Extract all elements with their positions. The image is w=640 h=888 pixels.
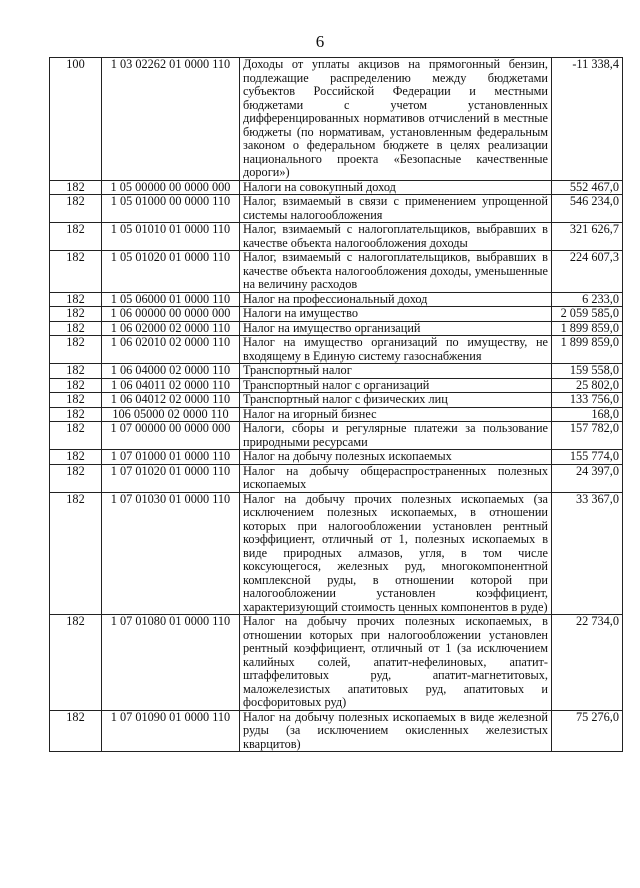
table-row (50, 422, 623, 450)
table-row (50, 407, 623, 422)
admin-code-cell: 182 (50, 336, 102, 364)
amount-cell: 2 059 585,0 (552, 307, 623, 322)
budget-code-cell: 1 07 00000 00 0000 000 (102, 422, 240, 450)
admin-code-cell: 182 (50, 195, 102, 223)
budget-code-cell: 1 06 00000 00 0000 000 (102, 307, 240, 322)
budget-code-cell: 1 05 01020 01 0000 110 (102, 251, 240, 293)
amount-cell: 168,0 (552, 407, 623, 422)
amount-cell: 6 233,0 (552, 292, 623, 307)
revenue-name-cell: Налог на добычу прочих полезных ископаемых (за исключением полезных ископаемых, в отношении которых при налогообложении установлен рентный коэффициент, отличный от 1, полезных ископаемых в виде природных алмазов, угля, в том числе коксующегося, железных руд, многокомпонентной комплексной руды, в отношении которой при налогообложении установлен коэффициент, характеризующий стоимость ценных компонентов в руде) (240, 492, 552, 615)
revenue-name-cell: Налог на добычу полезных ископаемых в виде железной руды (за исключением окисленных железистых кварцитов) (240, 710, 552, 752)
table-row (50, 223, 623, 251)
budget-code-cell: 1 06 04011 02 0000 110 (102, 378, 240, 393)
revenue-name-cell: Налог, взимаемый с налогоплательщиков, выбравших в качестве объекта налогообложения доходы, уменьшенные на величину расходов (240, 251, 552, 293)
amount-cell: 159 558,0 (552, 364, 623, 379)
revenue-name-cell: Транспортный налог с организаций (240, 378, 552, 393)
table-row (50, 195, 623, 223)
budget-code-cell: 1 05 01000 00 0000 110 (102, 195, 240, 223)
table-row (50, 292, 623, 307)
admin-code-cell: 182 (50, 422, 102, 450)
amount-cell: 75 276,0 (552, 710, 623, 752)
revenue-name-cell: Налог на имущество организаций по имуществу, не входящему в Единую систему газоснабжения (240, 336, 552, 364)
budget-code-cell: 1 06 02000 02 0000 110 (102, 321, 240, 336)
table-row (50, 336, 623, 364)
admin-code-cell: 182 (50, 378, 102, 393)
revenue-name-cell: Налог на добычу общераспространенных полезных ископаемых (240, 464, 552, 492)
admin-code-cell: 182 (50, 364, 102, 379)
admin-code-cell: 182 (50, 321, 102, 336)
budget-code-cell: 1 07 01020 01 0000 110 (102, 464, 240, 492)
budget-code-cell: 1 03 02262 01 0000 110 (102, 58, 240, 181)
amount-cell: 157 782,0 (552, 422, 623, 450)
amount-cell: 552 467,0 (552, 180, 623, 195)
table-row (50, 492, 623, 615)
amount-cell: -11 338,4 (552, 58, 623, 181)
revenue-name-cell: Налог на игорный бизнес (240, 407, 552, 422)
revenue-name-cell: Налог, взимаемый с налогоплательщиков, выбравших в качестве объекта налогообложения доходы (240, 223, 552, 251)
revenue-name-cell: Транспортный налог (240, 364, 552, 379)
budget-code-cell: 1 05 01010 01 0000 110 (102, 223, 240, 251)
amount-cell: 24 397,0 (552, 464, 623, 492)
amount-cell: 546 234,0 (552, 195, 623, 223)
table-row (50, 710, 623, 752)
budget-code-cell: 106 05000 02 0000 110 (102, 407, 240, 422)
amount-cell: 133 756,0 (552, 393, 623, 408)
table-row (50, 615, 623, 711)
table-row (50, 321, 623, 336)
table-row (50, 364, 623, 379)
admin-code-cell: 100 (50, 58, 102, 181)
revenue-name-cell: Налог, взимаемый в связи с применением упрощенной системы налогообложения (240, 195, 552, 223)
amount-cell: 155 774,0 (552, 450, 623, 465)
table-row (50, 251, 623, 293)
revenue-name-cell: Налоги на имущество (240, 307, 552, 322)
admin-code-cell: 182 (50, 450, 102, 465)
table-row (50, 450, 623, 465)
revenue-name-cell: Налог на профессиональный доход (240, 292, 552, 307)
amount-cell: 1 899 859,0 (552, 336, 623, 364)
admin-code-cell: 182 (50, 615, 102, 711)
budget-code-cell: 1 07 01030 01 0000 110 (102, 492, 240, 615)
budget-code-cell: 1 07 01090 01 0000 110 (102, 710, 240, 752)
revenue-name-cell: Налог на имущество организаций (240, 321, 552, 336)
table-row (50, 378, 623, 393)
table-row (50, 58, 623, 181)
admin-code-cell: 182 (50, 180, 102, 195)
amount-cell: 321 626,7 (552, 223, 623, 251)
revenue-name-cell: Налоги на совокупный доход (240, 180, 552, 195)
revenue-name-cell: Доходы от уплаты акцизов на прямогонный бензин, подлежащие распределению между бюджетами субъектов Российской Федерации и местными бюджетами с учетом установленных дифференцированных нормативов отчислений в местные бюджеты (по нормативам, установленным федеральным законом о федеральном бюджете в целях реализации национального проекта «Безопасные качественные дороги») (240, 58, 552, 181)
budget-code-cell: 1 06 04012 02 0000 110 (102, 393, 240, 408)
amount-cell: 33 367,0 (552, 492, 623, 615)
table-row (50, 393, 623, 408)
budget-code-cell: 1 07 01000 01 0000 110 (102, 450, 240, 465)
budget-code-cell: 1 05 00000 00 0000 000 (102, 180, 240, 195)
admin-code-cell: 182 (50, 393, 102, 408)
revenue-name-cell: Налоги, сборы и регулярные платежи за пользование природными ресурсами (240, 422, 552, 450)
admin-code-cell: 182 (50, 492, 102, 615)
admin-code-cell: 182 (50, 223, 102, 251)
revenue-name-cell: Налог на добычу прочих полезных ископаемых, в отношении которых при налогообложении установлен рентный коэффициент, отличный от 1 (за исключением калийных солей, апатит-нефелиновых, апатит-штаффелитовых руд, апатит-магнетитовых, маложелезистых апатитовых руд, апатитовых и фосфоритовых руд) (240, 615, 552, 711)
revenue-table (49, 57, 623, 752)
admin-code-cell: 182 (50, 464, 102, 492)
table-row (50, 464, 623, 492)
amount-cell: 224 607,3 (552, 251, 623, 293)
admin-code-cell: 182 (50, 292, 102, 307)
amount-cell: 22 734,0 (552, 615, 623, 711)
amount-cell: 1 899 859,0 (552, 321, 623, 336)
budget-code-cell: 1 07 01080 01 0000 110 (102, 615, 240, 711)
budget-code-cell: 1 05 06000 01 0000 110 (102, 292, 240, 307)
amount-cell: 25 802,0 (552, 378, 623, 393)
admin-code-cell: 182 (50, 307, 102, 322)
page-number: 6 (315, 32, 325, 51)
admin-code-cell: 182 (50, 251, 102, 293)
revenue-name-cell: Транспортный налог с физических лиц (240, 393, 552, 408)
table-row (50, 307, 623, 322)
table-row (50, 180, 623, 195)
admin-code-cell: 182 (50, 710, 102, 752)
revenue-name-cell: Налог на добычу полезных ископаемых (240, 450, 552, 465)
budget-code-cell: 1 06 02010 02 0000 110 (102, 336, 240, 364)
admin-code-cell: 182 (50, 407, 102, 422)
budget-code-cell: 1 06 04000 02 0000 110 (102, 364, 240, 379)
